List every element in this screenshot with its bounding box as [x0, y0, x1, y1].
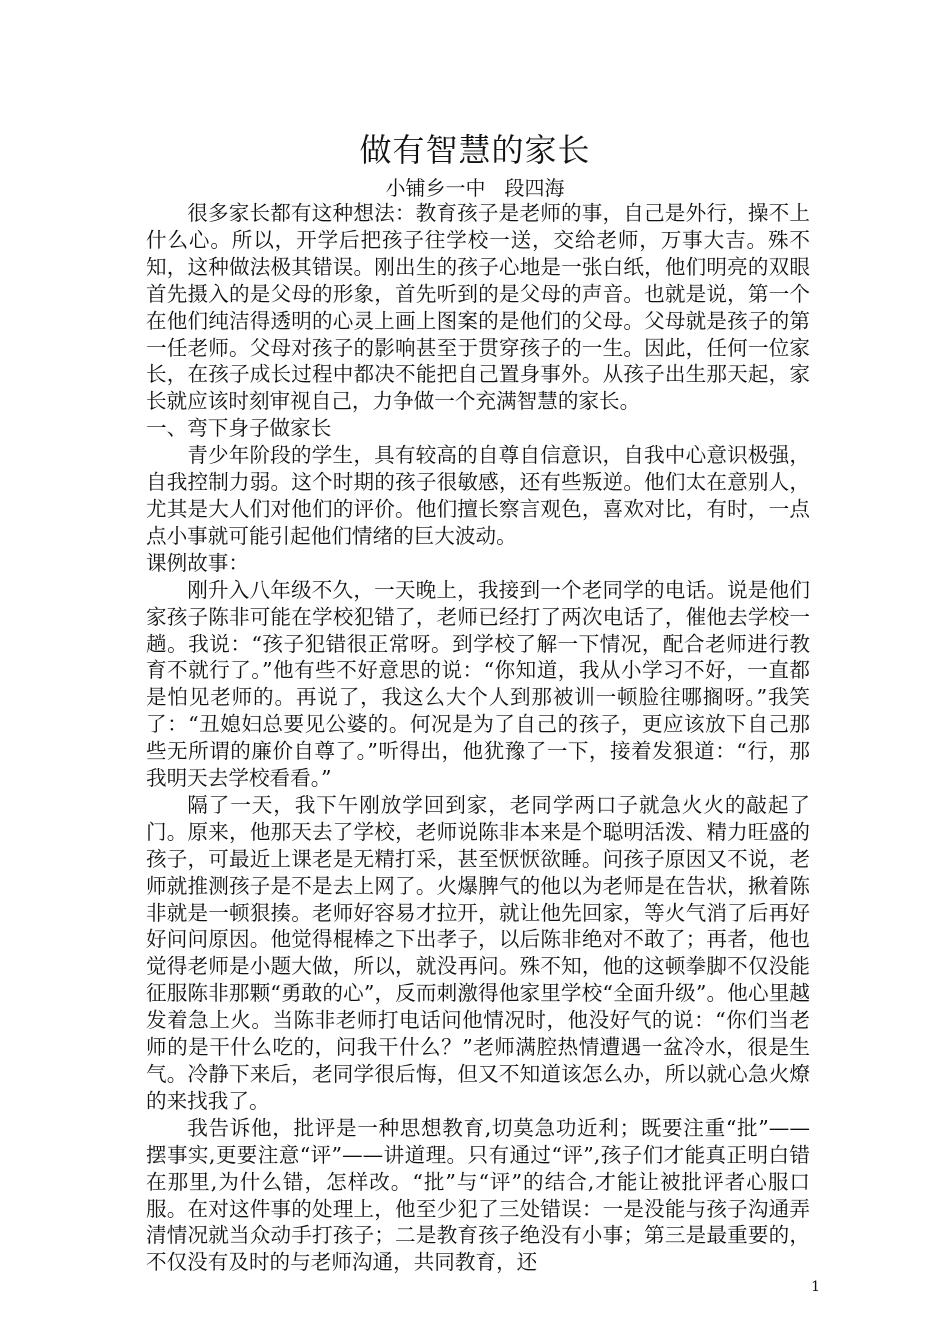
document-body: [146, 200, 810, 1276]
document-title: 做有智慧的家长: [359, 131, 591, 169]
paragraph-visit: 隔了一天，我下午刚放学回到家，老同学两口子就急火火的敲起了门。原来，他那天去了学校，老师说陈非本来是个聪明活泼、精力旺盛的孩子，可最近上课老是无精打采，甚至恹恹欲睡。问孩子原因又不说，老师就推测孩子是不是去上网了。火爆脾气的他以为老师是在告状，揪着陈非就是一顿狠揍。老师好容易才拉开，就让他先回家，等火气消了后再好好问问原因。他觉得棍棒之下出孝子，以后陈非绝对不敢了；再者，他也觉得老师是小题大做，所以，就没再问。殊不知，他的这顿拳脚不仅没能征服陈非那颗“勇敢的心”，反而刺激得他家里学校“全面升级”。他心里越发着急上火。当陈非老师打电话问他情况时，他没好气的说：“你们当老师的是干什么吃的，问我干什么？”老师满腔热情遭遇一盆冷水，很是生气。冷静下来后，老同学很后悔，但又不知道该怎么办，所以就心急火燎的来找我了。: [146, 792, 810, 1113]
paragraph-phone-call: 刚升入八年级不久，一天晚上，我接到一个老同学的电话。说是他们家孩子陈非可能在学校犯错了，老师已经打了两次电话了，催他去学校一趟。我说：“孩子犯错很正常呀。到学校了解一下情况，配合老师进行教育不就行了。”他有些不好意思的说：“你知道，我从小学习不好，一直都是怕见老师的。再说了，我这么大个人到那被训一顿脸往哪搁呀。”我笑了：“丑媳妇总要见公婆的。何况是为了自己的孩子，更应该放下自己那些无所谓的廉价自尊了。”听得出，他犹豫了一下，接着发狠道：“行，那我明天去学校看看。”: [146, 577, 810, 791]
case-story-heading: 课例故事：: [146, 550, 249, 575]
section-heading: 一、弯下身子做家长: [146, 416, 332, 441]
paragraph-intro: 很多家长都有这种想法：教育孩子是老师的事，自己是外行，操不上什么心。所以，开学后把孩子往学校一送，交给老师，万事大吉。殊不知，这种做法极其错误。刚出生的孩子心地是一张白纸，他们明亮的双眼首先摄入的是父母的形象，首先听到的是父母的声音。也就是说，第一个在他们纯洁得透明的心灵上画上图案的是他们的父母。父母就是孩子的第一任老师。父母对孩子的影响甚至于贯穿孩子的一生。因此，任何一位家长，在孩子成长过程中都决不能把自己置身事外。从孩子出生那天起，家长就应该时刻审视自己，力争做一个充满智慧的家长。: [146, 201, 810, 414]
paragraph-adolescents: 青少年阶段的学生，具有较高的自尊自信意识，自我中心意识极强，自我控制力弱。这个时期的孩子很敏感，还有些叛逆。他们太在意别人，尤其是大人们对他们的评价。他们擅长察言观色，喜欢对比，有时，一点点小事就可能引起他们情绪的巨大波动。: [146, 443, 810, 548]
paragraph-advice: 我告诉他，批评是一种思想教育,切莫急功近利；既要注重“批”——摆事实,更要注意“评”——讲道理。只有通过“评”,孩子们才能真正明白错在那里,为什么错，怎样改。“批”与“评”的结合,才能让被批评者心服口服。在对这件事的处理上，他至少犯了三处错误：一是没能与孩子沟通弄清情况就当众动手打孩子；二是教育孩子绝没有小事；第三是最重要的，不仅没有及时的与老师沟通，共同教育，还: [146, 1115, 810, 1275]
author-byline: 小铺乡一中 段四海: [385, 176, 565, 200]
page-number: 1: [811, 1279, 820, 1295]
